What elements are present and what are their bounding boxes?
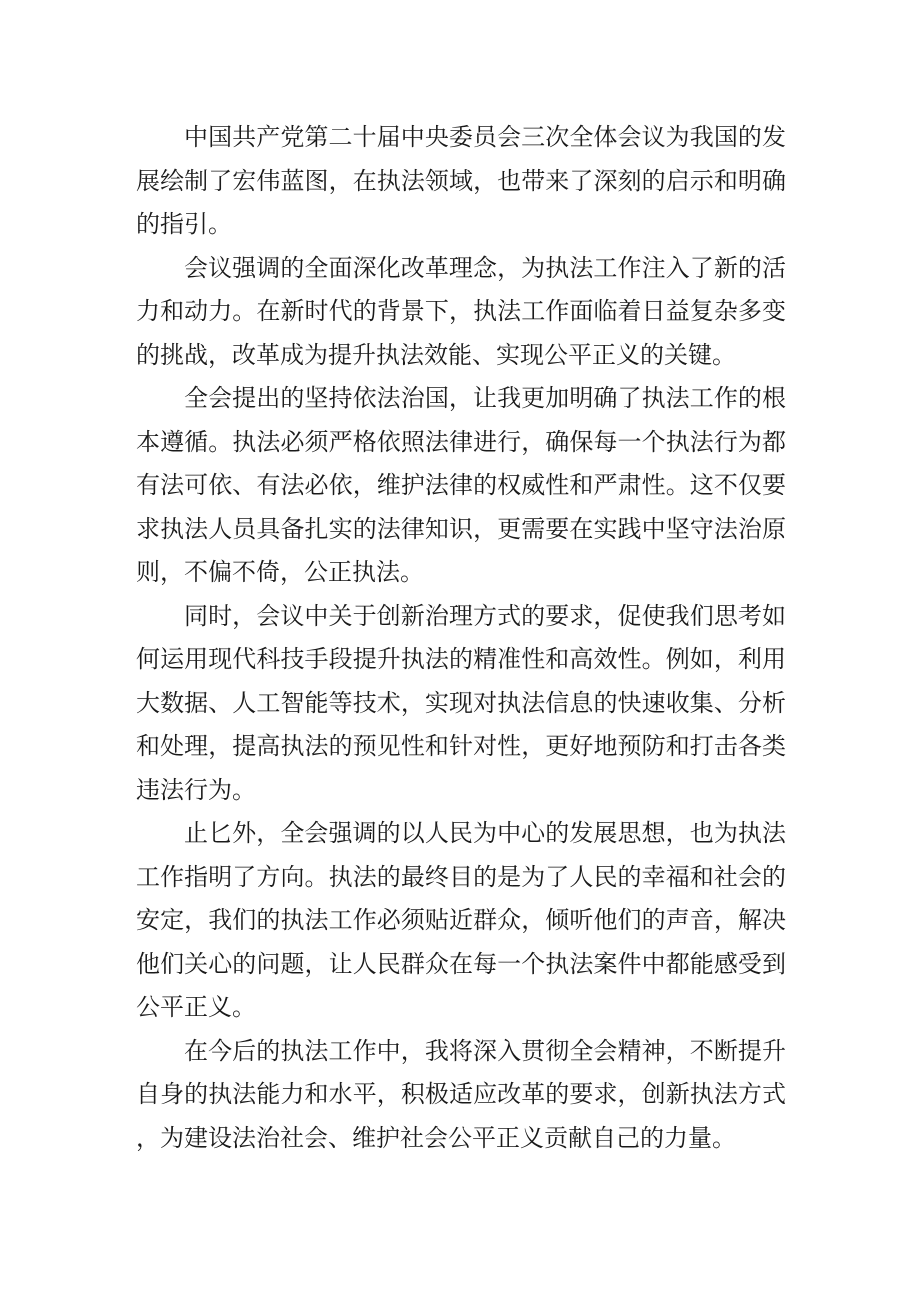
article-body [136,116,786,1160]
paragraph-1: 中国共产党第二十届中央委员会三次全体会议为我国的发展绘制了宏伟蓝图，在执法领域，也带来了深刻的启示和明确的指引。 [136,123,786,238]
paragraph-6: 在今后的执法工作中，我将深入贯彻全会精神，不断提升自身的执法能力和水平，积极适应改革的要求，创新执法方式，为建设法治社会、维护社会公平正义贡献自己的力量。 [136,1036,786,1152]
paragraph-5: 止匕外，全会强调的以人民为中心的发展思想，也为执法工作指明了方向。执法的最终目的是为了人民的幸福和社会的安定，我们的执法工作必须贴近群众，倾听他们的声音，解决他们关心的问题，让人民群众在每一个执法案件中都能感受到公平正义。 [136,819,786,1021]
paragraph-3: 全会提出的坚持依法治国，让我更加明确了执法工作的根本遵循。执法必须严格依照法律进行，确保每一个执法行为都有法可依、有法必依，维护法律的权威性和严肃性。这不仅要求执法人员具备扎实的法律知识，更需要在实践中坚守法治原则，不偏不倚，公正执法。 [136,384,786,586]
paragraph-2: 会议强调的全面深化改革理念，为执法工作注入了新的活力和动力。在新时代的背景下，执法工作面临着日益复杂多变的挑战，改革成为提升执法效能、实现公平正义的关键。 [136,253,786,369]
paragraph-4: 同时，会议中关于创新治理方式的要求，促使我们思考如何运用现代科技手段提升执法的精准性和高效性。例如，利用大数据、人工智能等技术，实现对执法信息的快速收集、分析和处理，提高执法的预见性和针对性，更好地预防和打击各类违法行为。 [136,601,786,804]
